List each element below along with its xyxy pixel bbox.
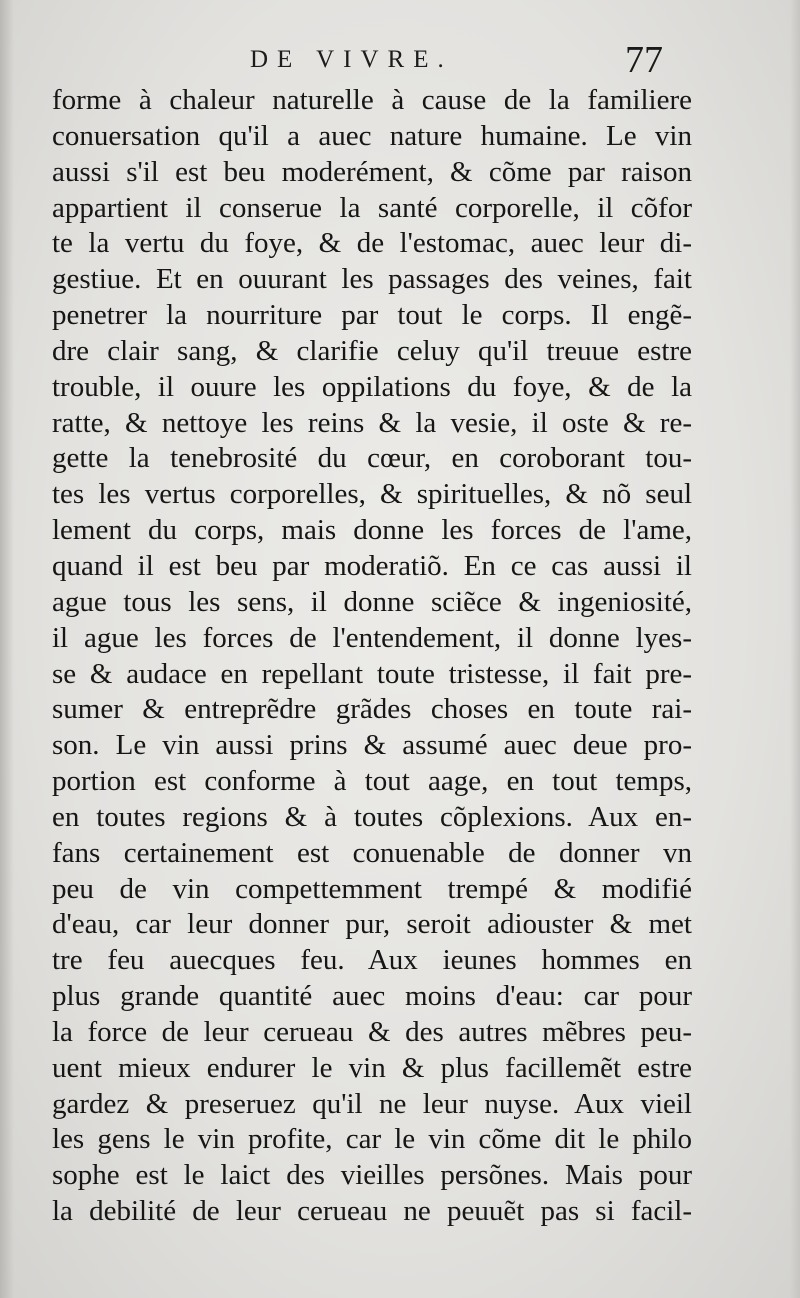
page-number: 77 [625, 39, 663, 81]
text-line: forme à chaleur naturelle à cause de la familiere [52, 84, 692, 116]
text-line: la debilité de leur cerueau ne peuuẽt pas si facil- [52, 1195, 692, 1228]
text-line: se & audace en repellant toute tristesse, il fait pre- [52, 657, 692, 690]
text-line: aussi s'il est beu moderément, & cõme par raison [52, 155, 692, 188]
text-line: gardez & preseruez qu'il ne leur nuyse. Aux vieil [52, 1087, 692, 1120]
text-line: lement du corps, mais donne les forces de l'ame, [52, 514, 692, 547]
running-title: DE VIVRE. [250, 46, 453, 73]
text-line: plus grande quantité auec moins d'eau: car pour [52, 980, 692, 1013]
running-head [50, 38, 690, 82]
text-line: tes les vertus corporelles, & spirituelles, & nõ seul [52, 478, 692, 511]
body-text [52, 83, 692, 1230]
page-shadow-left [0, 0, 14, 1298]
text-line: uent mieux endurer le vin & plus facillemẽt estre [52, 1051, 692, 1084]
text-line: la force de leur cerueau & des autres mẽbres peu- [52, 1015, 692, 1048]
text-line: ague tous les sens, il donne sciẽce & ingeniosité, [52, 585, 692, 618]
text-line: quand il est beu par moderatiõ. En ce cas aussi il [52, 549, 692, 582]
text-line: gestiue. Et en ouurant les passages des veines, fait [52, 263, 692, 296]
text-line: portion est conforme à tout aage, en tout temps, [52, 765, 692, 798]
text-line: dre clair sang, & clarifie celuy qu'il treuue estre [52, 334, 692, 367]
text-line: tre feu auecques feu. Aux ieunes hommes en [52, 944, 692, 977]
text-line: ratte, & nettoye les reins & la vesie, il oste & re- [52, 406, 692, 439]
text-line: sophe est le laict des vieilles persõnes. Mais pour [52, 1159, 692, 1192]
text-line: d'eau, car leur donner pur, seroit adiouster & met [52, 908, 692, 941]
text-line: fans certainement est conuenable de donner vn [52, 836, 692, 869]
text-line: les gens le vin profite, car le vin cõme dit le philo [52, 1123, 692, 1156]
text-line: trouble, il ouure les oppilations du foye, & de la [52, 370, 692, 403]
text-line: gette la tenebrosité du cœur, en coroborant tou- [52, 442, 692, 475]
text-line: sumer & entreprẽdre grãdes choses en toute rai- [52, 693, 692, 726]
text-line: son. Le vin aussi prins & assumé auec deue pro- [52, 729, 692, 762]
text-line: en toutes regions & à toutes cõplexions. Aux en- [52, 800, 692, 833]
text-line: peu de vin compettemment trempé & modifié [52, 872, 692, 905]
text-line: il ague les forces de l'entendement, il donne lyes- [52, 621, 692, 654]
text-line: penetrer la nourriture par tout le corps. Il engẽ- [52, 299, 692, 332]
text-line: conuersation qu'il a auec nature humaine. Le vin [52, 119, 692, 152]
page-shadow-right [790, 0, 800, 1298]
text-line: te la vertu du foye, & de l'estomac, auec leur di- [52, 227, 692, 260]
text-line: appartient il conserue la santé corporelle, il cõfor [52, 191, 692, 224]
